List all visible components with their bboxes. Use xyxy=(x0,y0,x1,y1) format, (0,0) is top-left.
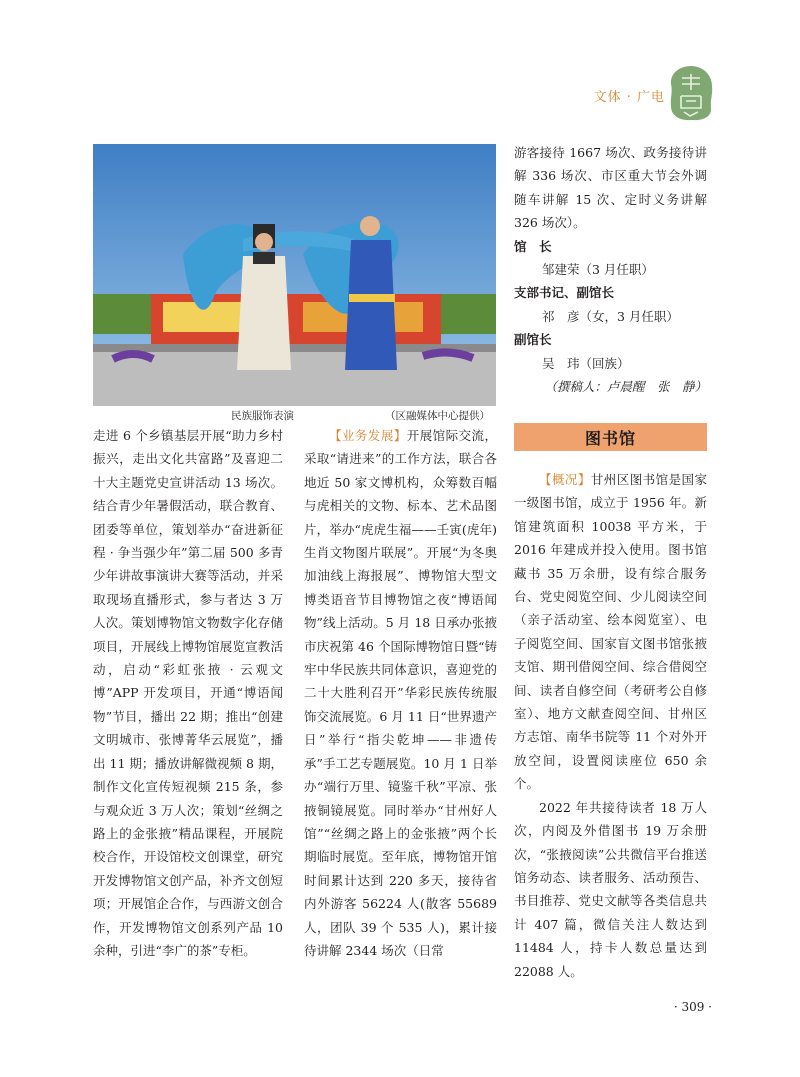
costume-performance-photo xyxy=(93,144,496,406)
column-3-upper xyxy=(514,141,707,398)
photo-caption-text: 民族服饰表演 xyxy=(231,410,294,422)
author-credit: （撰稿人：卢晨醒 张 静） xyxy=(544,379,707,395)
staff-title: 支部书记、副馆长 xyxy=(514,285,615,301)
column-2 xyxy=(304,424,497,962)
section-header-label: 文体 · 广电 xyxy=(593,90,665,105)
photo-credit: （区融媒体中心提供） xyxy=(385,410,490,422)
page-number: · 309 · xyxy=(673,1000,712,1014)
staff-name: 吴 玮（回族） xyxy=(542,355,630,371)
paragraph: 游客接待 1667 场次、政务接待讲解 336 场次、市区重大节会外调随车讲解 15 次、定时义务讲解 326 场次）。 xyxy=(514,145,707,231)
staff-title: 副馆长 xyxy=(514,332,552,348)
seal-stamp-icon xyxy=(668,64,714,122)
paragraph: 走进 6 个乡镇基层开展“助力乡村振兴，走出文化共富路”及喜迎二十大主题党史宣讲活动 13 场次。结合青少年暑假活动，联合教育、团委等单位，策划举办“奋进新征程 · 争当强少年”第二届 500 多青少年讲故事演讲大赛等活动，并采取现场直播形式，参与者达 3 万人次。策划博物馆文物数字化存储项目，开展线上博物馆展览宣教活动，启动“彩虹张掖 · 云观文博”APP 开发项目，开通“博语闻物”节目，播出 22 期；推出“创建文明城市、张博菁华云展览”，播出 11 期；播放讲解微视频 8 期，制作文化宣传短视频 215 条，参与观众近 3 万人次；策划“丝绸之路上的金张掖”精品课程，开展院校合作，开设馆校文创课堂，研究开发博物馆文创产品，补齐文创短项；开展馆企合作，与西游文创合作，开发博物馆文创系列产品 10 余种，引进“李广的茶”专柜。 xyxy=(93,428,283,958)
photo-caption xyxy=(93,406,496,424)
staff-title: 馆 长 xyxy=(514,238,552,254)
column-3-lower xyxy=(514,468,707,983)
section-tag: 【业务发展】 xyxy=(329,428,407,443)
library-overview-paragraph: 【概况】甘州区图书馆是国家一级图书馆，成立于 1956 年。新馆建筑面积 10038 平方米，于 2016 年建成并投入使用。图书馆藏书 35 万余册，设有综合服务台、党史阅览空间、少儿阅读空间（亲子活动室、绘本阅览室）、电子阅览空间、国家盲文图书馆张掖支馆、期刊借阅空间、综合借阅空间、读者自修空间（考研考公自修室）、地方文献查阅空间、甘州区方志馆、南华书院等 11 个对外开放空间，设置阅读座位 650 余个。 xyxy=(514,472,707,792)
business-development-paragraph: 【业务发展】开展馆际交流，采取“请进来”的工作方法，联合各地近 50 家文博机构，众筹数百幅与虎相关的文物、标本、艺术品图片，举办“虎虎生福——壬寅(虎年)生肖文物图片联展”。开展“为冬奥加油线上海报展”、博物馆大型文博类语音节目博物馆之夜“博语闻物”线上活动。5 月 18 日承办张掖市庆祝第 46 个国际博物馆日暨“铸牢中华民族共同体意识，喜迎党的二十大胜利召开”华彩民族传统服饰交流展览。6 月 11 日“世界遗产日”举行“指尖乾坤——非遗传承”手工艺专题展览。10 月 1 日举办“端行万里、镜鉴千秋”平凉、张掖铜镜展览。同时举办“甘州好人馆”“丝绸之路上的金张掖”两个长期临时展览。至年底，博物馆开馆时间累计达到 220 多天，接待省内外游客 56224 人(散客 55689 人，团队 39 个 535 人)，累计接待讲解 2344 场次（日常 xyxy=(304,428,497,958)
staff-name: 邹建荣（3 月任职） xyxy=(542,262,654,278)
library-section-heading: 图书馆 xyxy=(514,423,707,451)
library-stats-paragraph: 2022 年共接待读者 18 万人次，内阅及外借图书 19 万余册次，“张掖阅读”公共微信平台推送馆务动态、读者服务、活动预告、书目推荐、党史文献等各类信息共计 407 篇，微信关注人数达到 11484 人，持卡人数总量达到 22088 人。 xyxy=(514,799,707,979)
staff-name: 祁 彦（女，3 月任职） xyxy=(542,308,679,324)
column-1 xyxy=(93,424,283,962)
section-tag: 【概况】 xyxy=(539,472,591,487)
